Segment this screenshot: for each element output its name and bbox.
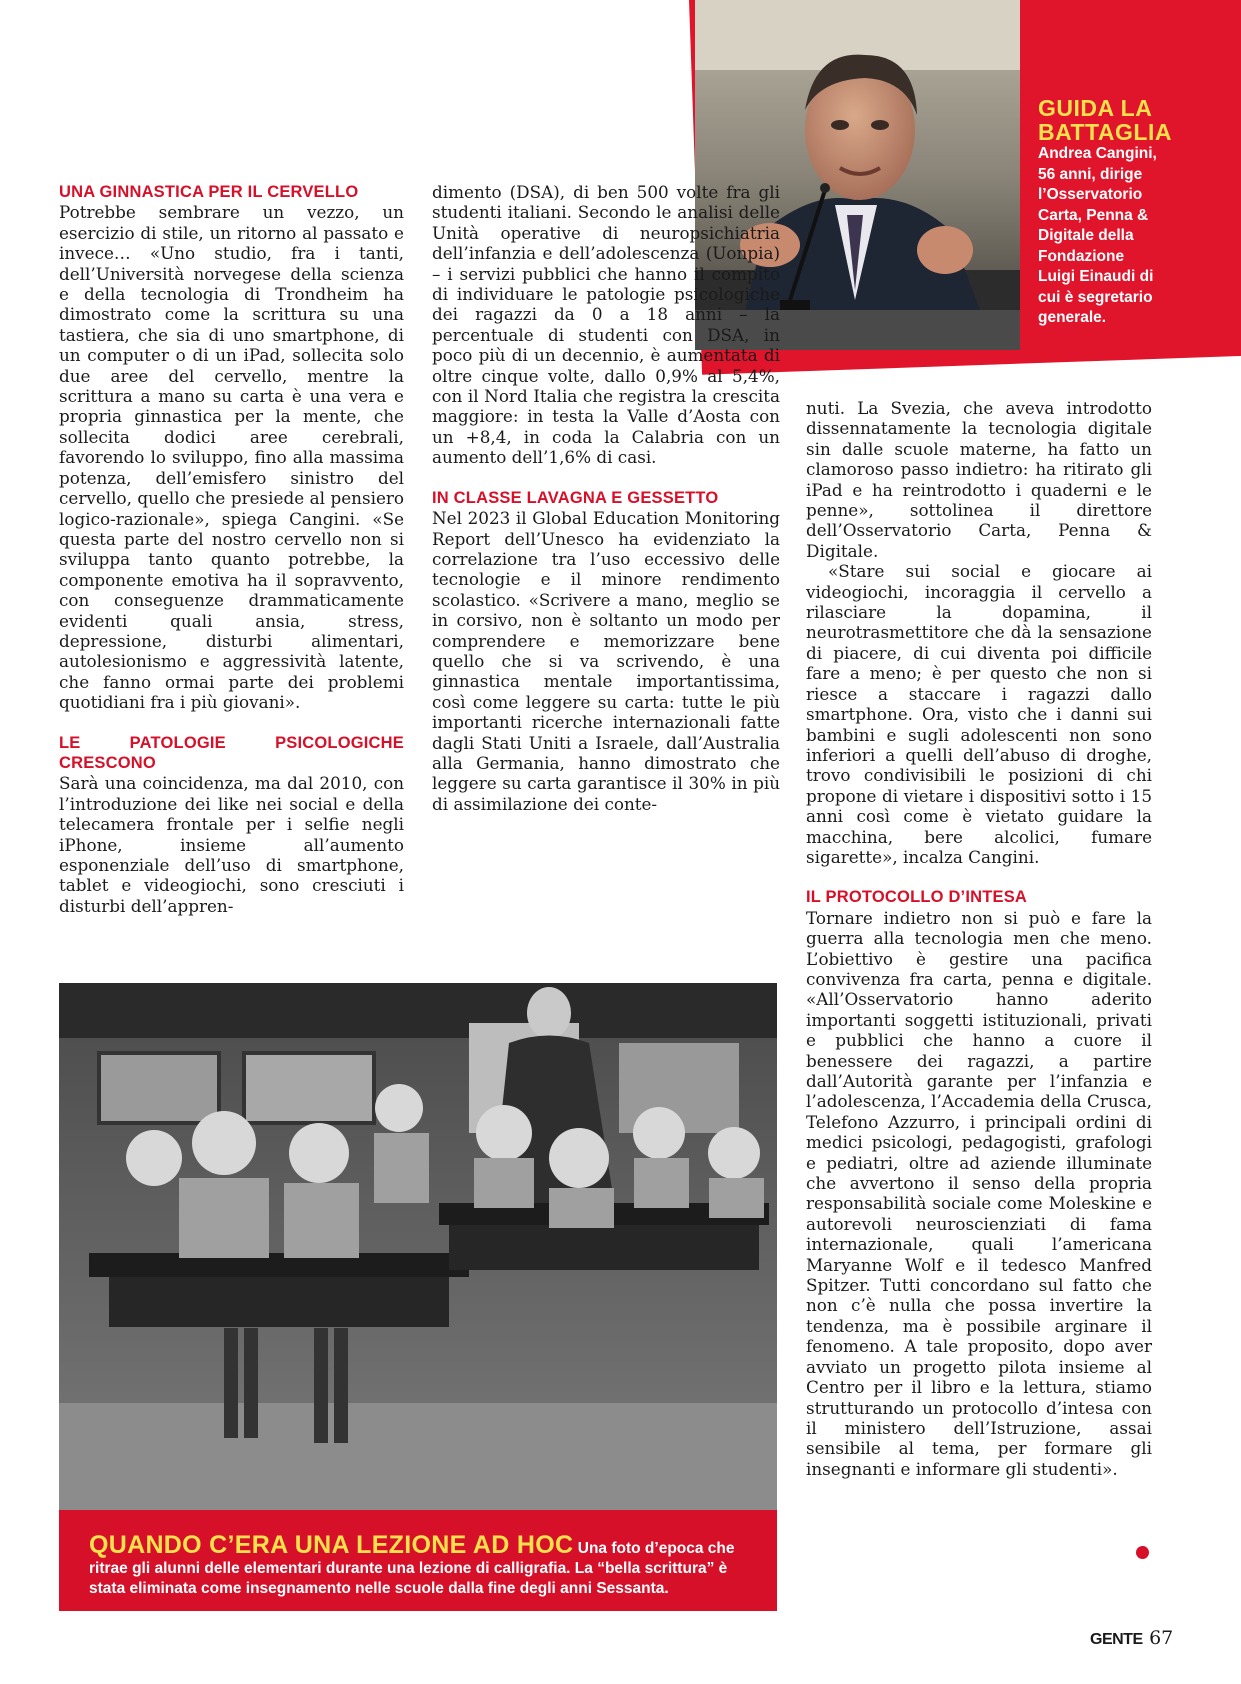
classroom-caption-title: QUANDO C’ERA UNA LEZIONE AD HOC <box>89 1531 574 1559</box>
article-column-2 <box>432 182 780 814</box>
portrait-caption-body: Andrea Cangini, 56 anni, dirige l’Osservatorio Carta, Penna & Digitale della Fondazione Luigi Einaudi di cui è segretario generale. <box>1038 145 1157 326</box>
paragraph: «Stare sui social e giocare ai videogiochi, incoraggia il cervello a rilasciare la dopamina, il neurotrasmettitore che dà la sensazione di piacere, di cui diventa poi difficile fare a meno; è per questo che non si riesce a staccare i ragazzi dallo smartphone. Ora, visto che i danni sui bambini e sugli adolescenti non sono inferiori a quelli dell’abuso di droghe, trovo condivisibili le posizioni di chi propone di vietare i dispositivi sotto i 15 anni così come è vietato guidare la macchina, bere alcolici, fumare sigarette», incalza Cangini. <box>806 561 1152 867</box>
magazine-brand: GENTE <box>1090 1631 1143 1648</box>
page-folio <box>1090 1627 1173 1649</box>
paragraph: Sarà una coincidenza, ma dal 2010, con l’introduzione dei like nei social e della telecamera frontale per i selfie negli iPhone, insieme all’aumento esponenziale dell’uso di smartphone, tablet e videogiochi, sono cresciuti i disturbi dell’appren- <box>59 773 404 916</box>
portrait-caption-title: GUIDA LA BATTAGLIA <box>1038 95 1172 145</box>
article-column-3 <box>806 398 1152 1479</box>
paragraph: Nel 2023 il Global Education Monitoring Report dell’Unesco ha evidenziato la correlazione tra l’uso eccessivo delle tecnologie e il minore rendimento scolastico. «Scrivere a mano, meglio se in corsivo, non è soltanto un modo per comprendere e memorizzare bene quello che si va scrivendo, è una ginnastica mentale importantissima, così come leggere su carta: tutte le più importanti ricerche internazionali fatte dagli Stati Uniti a Israele, dall’Australia alla Germania, hanno dimostrato che leggere su carta garantisce il 30% in più di assimilazione dei conte- <box>432 508 780 814</box>
classroom-caption-body: Una foto d’epoca che ritrae gli alunni delle elementari durante una lezione di calligrafia. La “bella scrittura” è stata eliminata come insegnamento nelle scuole dalla fine degli anni Sessanta. <box>89 1540 735 1597</box>
article-column-1 <box>59 182 404 916</box>
end-of-article-mark <box>1136 1546 1149 1559</box>
section-heading: UNA GINNASTICA PER IL CERVELLO <box>59 183 359 201</box>
paragraph: Tornare indietro non si può e fare la guerra alla tecnologia men che meno. L’obiettivo è gestire una pacifica convivenza fra carta, penna e digitale. «All’Osservatorio hanno aderito importanti soggetti istituzionali, privati e pubblici che hanno a cuore il benessere dei ragazzi, a partire dall’Autorità garante per l’infanzia e l’adolescenza, l’Accademia della Crusca, Telefono Azzurro, i principali ordini di medici psicologi, pedagogisti, grafologi e pediatri, oltre ad aziende illuminate che avvertono il senso della propria responsabilità sociale come Moleskine e autorevoli neuroscienziati di fama internazionale, quali l’americana Maryanne Wolf e il tedesco Manfred Spitzer. Tutti concordano sul fatto che non c’è nulla che possa invertire la tendenza, ma è possibile arginare il fenomeno. A tale proposito, dopo aver avviato un progetto pilota insieme al Centro per il libro e la lettura, stiamo strutturando un protocollo d’intesa con il ministero dell’Istruzione, assai sensibile al tema, per formare gli insegnanti e informare gli studenti». <box>806 907 1152 1479</box>
classroom-photo <box>59 983 777 1510</box>
section-heading: IN CLASSE LAVAGNA E GESSETTO <box>432 488 719 507</box>
portrait-caption <box>1038 95 1172 329</box>
section-heading: LE PATOLOGIE PSICOLOGICHE CRESCONO <box>59 733 404 772</box>
paragraph: dimento (DSA), di ben 500 volte fra gli studenti italiani. Secondo le analisi delle Unità operative di neuropsichiatria dell’infanzia e dell’adolescenza (Uonpia) – i servizi pubblici che hanno il compito di individuare le patologie psicologiche dei ragazzi da 0 a 18 anni – la percentuale di studenti con DSA, in poco più di un decennio, è aumentata di oltre cinque volte, dallo 0,9% al 5,4%, con il Nord Italia che registra la crescita maggiore: in testa la Valle d’Aosta con un +8,4, in coda la Calabria con un aumento dell’1,6% di casi. <box>432 182 780 468</box>
section-heading: IL PROTOCOLLO D’INTESA <box>806 888 1028 907</box>
page-number: 67 <box>1149 1627 1174 1649</box>
paragraph: Potrebbe sembrare un vezzo, un esercizio di stile, un ritorno al passato e invece… «Uno studio, fra i tanti, dell’Università norvegese della scienza e della tecnologia di Trondheim ha dimostrato come la scrittura su una tastiera, che sia di uno smartphone, di un computer o di un iPad, sollecita solo due aree del cervello, mentre la scrittura a mano su carta è una vera e propria ginnastica per la mente, che sollecita dodici aree cerebrali, favorendo lo sviluppo, fino alla massima potenza, dell’emisfero sinistro del cervello, quello che presiede al pensiero logico-razionale», spiega Cangini. «Se questa parte del nostro cervello non si sviluppa tanto quanto potrebbe, la componente emotiva ha il sopravvento, con conseguenze drammaticamente evidenti quali ansia, stress, depressione, disturbi alimentari, autolesionismo e aggressività latente, che fanno ormai parte dei problemi quotidiani fra i più giovani». <box>59 202 404 713</box>
classroom-caption <box>59 1510 777 1611</box>
paragraph: nuti. La Svezia, che aveva introdotto dissennatamente la tecnologia digitale sin dalle scuole materne, ha fatto un clamoroso passo indietro: ha ritirato gli iPad e ha reintrodotto i quaderni e le penne», sottolinea il direttore dell’Osservatorio Carta, Penna & Digitale. <box>806 398 1152 561</box>
